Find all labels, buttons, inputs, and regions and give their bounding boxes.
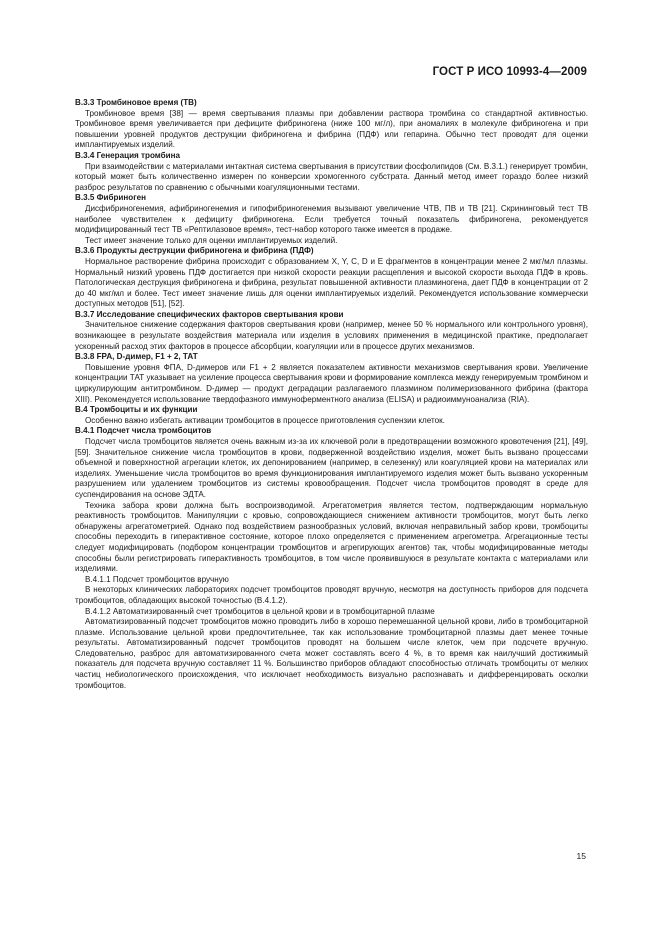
paragraph: Подсчет числа тромбоцитов является очень важным из-за их ключевой роли в предотвращении возможного кровотечения [21], [49], [59]. Значительное снижение числа тромбоцитов в крови, подверженной воздействию изделия, может быть вызвано процессами объемной и поверхностной агрегации клеток, их депонированием (например, в селезенку) или коагуляцией крови на материалах или изделиях. Уменьшение числа тромбоцитов во время функционирования имплантируемого изделия может быть вызвано ускоренным разрушением или удалением тромбоцитов из системы кровообращения. Подсчет числа тромбоцитов проводят в среде для суспендирования на основе ЭДТА. [75,437,588,499]
paragraph: Особенно важно избегать активации тромбоцитов в процессе приготовления суспензии клеток. [85,415,445,425]
standard-designation: ГОСТ Р ИСО 10993-4—2009 [432,66,587,78]
paragraph: Техника забора крови должна быть воспроизводимой. Агрегатометрия является тестом, подтверждающим нормальную реактивность тромбоцитов. Манипуляции с кровью, сопровождающиеся снижением активности тромбоцитов, могут быть легко обнаружены агрегатометрией. Однако под воздействием разнообразных условий, включая неправильный забор крови, тромбоциты способны переходить в гиперактивное состояние, которое плохо определяется с применением агрегометра. Агрегационные тесты следует модифицировать (подбором концентрации тромбоцитов и агрегирующих агентов) так, чтобы модифицированные методы способны были регистрировать гиперактивность тромбоцитов, в том числе проявившуюся в результате контакта с материалами или изделиями. [75,500,588,574]
paragraph: Дисфибриногенемия, афибриногенемия и гипофибриногенемия вызывают увеличение ЧТВ, ПВ и ТВ [21]. Скрининговый тест ТВ наиболее чувствителен к дефициту фибриногена. Если требуется точный показатель фибриногена, рекомендуется модифицированный тест ТВ «Рептилазовое время», тест-набор которого также имеется в продаже. [75,203,588,235]
document-body [75,98,588,691]
section-heading-b3-5: В.3.5 Фибриноген [75,193,146,203]
page-number: 15 [576,851,586,861]
paragraph: Автоматизированный подсчет тромбоцитов можно проводить либо в хорошо перемешанной цельной крови, либо в тромбоцитарной плазме. Использование цельной крови предпочтительнее, так как использование тромбоцитарной плазмы дает менее точные результаты. Автоматизированный подсчет тромбоцитов проводят на большем числе клеток, чем при подсчете вручную. Следовательно, разброс для автоматизированного счета может составлять всего 4 %, в то время как наилучший достижимый показатель для подсчета вручную составляет 11 %. Большинство приборов обладают способностью отличать тромбоциты от мелких частиц небиологического происхождения, что исключает необходимость визуально распознавать и дифференцировать осколки тромбоцитов. [75,617,588,690]
section-heading-b4-1: В.4.1 Подсчет числа тромбоцитов [75,426,212,436]
subsection-heading-b4-1-2: В.4.1.2 Автоматизированный счет тромбоцитов в цельной крови и в тромбоцитарной плазме [85,606,435,616]
subsection-heading-b4-1-1: В.4.1.1 Подсчет тромбоцитов вручную [85,574,229,584]
paragraph: Повышение уровня ФПА, D-димеров или F1 + 2 является показателем активности механизмов свертывания крови. Увеличение концентрации ТАТ указывает на усиление процесса свертывания крови и формирование комплекса между генерируемым тромбином и циркулирующим антитромбином. D-димер — продукт деградации разлагаемого плазмином полимеризованного фибрина (фактора XIII). Рекомендуется использование твердофазного иммуноферментного анализа (ELISA) и радиоиммуноанализа (RIA). [75,362,588,404]
section-heading-b3-8: В.3.8 FPA, D-димер, F1 + 2, ТАТ [75,352,198,362]
section-heading-b4: В.4 Тромбоциты и их функции [75,405,198,415]
section-heading-b3-4: В.3.4 Генерация тромбина [75,150,181,160]
paragraph: В некоторых клинических лабораториях подсчет тромбоцитов проводят вручную, несмотря на доступность приборов для подсчета тромбоцитов, обладающих высокой точностью (В.4.1.2). [75,585,588,605]
section-heading-b3-7: В.3.7 Исследование специфических факторов свертывания крови [75,309,344,319]
paragraph: Тест имеет значение только для оценки имплантируемых изделий. [85,235,338,245]
section-heading-b3-3: В.3.3 Тромбиновое время (ТВ) [75,98,197,107]
paragraph: Значительное снижение содержания факторов свертывания крови (например, менее 50 % нормального или контрольного уровня), возникающее в результате воздействия материала или изделия в условиях применения в медицинской практике, предполагает ускоренный расход этих факторов в процессе абсорбции, коагуляции или в процессе других механизмов. [75,320,588,351]
paragraph: Нормальное растворение фибрина происходит с образованием X, Y, C, D и E фрагментов в концентрации менее 2 мкг/мл плазмы. Нормальный низкий уровень ПДФ достигается при низкой скорости реакции расщепления и высокой скорости выхода ПДФ в кровь. Патологическая деструкция фибриногена и фибрина, результат повышенной активности плазминогена, дает ПДФ в концентрации от 2 до 40 мкг/мл и более. Тест имеет значение лишь для оценки имплантируемых изделий. Рекомендуется использование коммерчески доступных методов [51], [52]. [75,256,588,309]
paragraph: При взаимодействии с материалами интактная система свертывания в присутствии фосфолипидов (См. В.3.1.) генерирует тромбин, который может быть количественно измерен по конверсии хромогенного субстрата. Данный метод имеет гораздо более низкий разброс результатов по сравнению с обычными коагуляционными тестами. [75,161,588,192]
section-heading-b3-6: В.3.6 Продукты деструкции фибриногена и фибрина (ПДФ) [75,246,314,256]
paragraph: Тромбиновое время [38] — время свертывания плазмы при добавлении раствора тромбина со стандартной активностью. Тромбиновое время увеличивается при дефиците фибриногена (ниже 100 мг/л), при аномалиях в молекуле фибриногена и при повышении уровней продуктов деструкции фибриногена и фибрина (ПДФ) или гепарина. Обычно тест проводят для оценки имплантируемых изделий. [75,108,588,150]
